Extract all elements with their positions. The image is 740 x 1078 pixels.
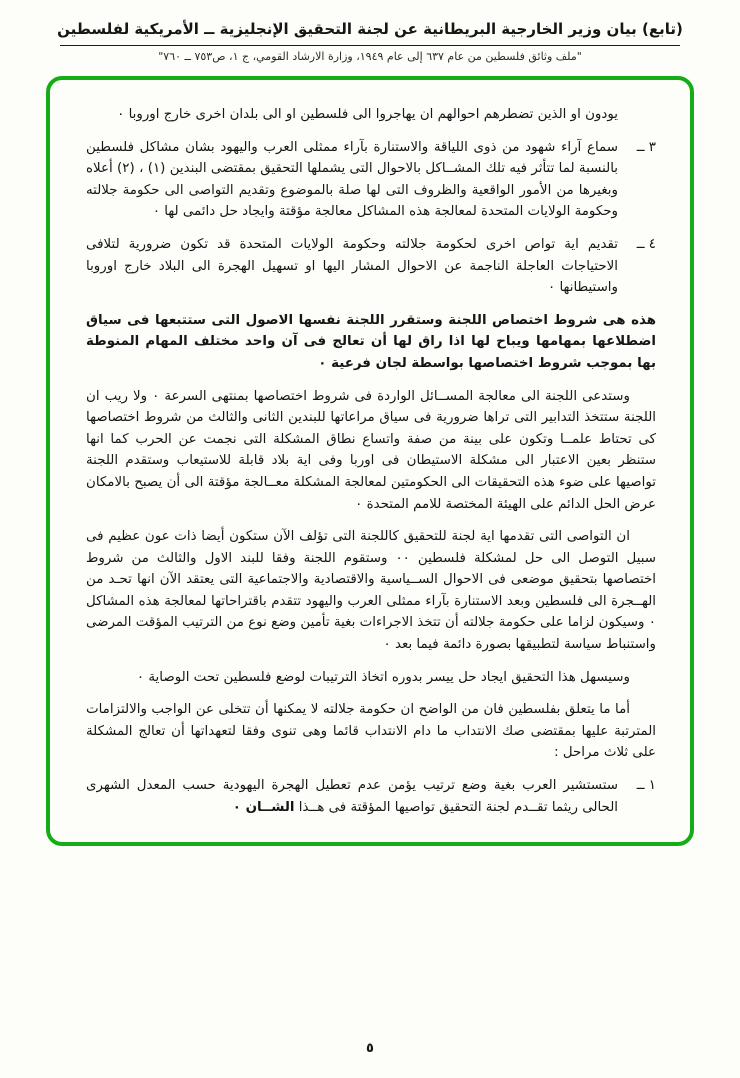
header-divider	[60, 45, 680, 46]
paragraph: ان التواصى التى تقدمها اية لجنة للتحقيق كاللجنة التى تؤلف الآن ستكون أيضا ذات عون عظيم فى سبيل التوصل الى حل لمشكلة فلسطين ٠٠ وستقوم اللجنة وفقا للبند الاول والثالث من شروط اختصاصها بتحقيق موضعى فى الاحوال الســياسية والاقتصادية والاجتماعية التى يعتقد الآن انها تحـد من الهــجرة الى فلسطين وبعد الاستنارة بآراء ممثلى العرب واليهود تتقدم باقتراحاتها لمعالجة هذه المشاكل ٠ وسيكون لزاما على حكومة جلالته أن تتخذ الاجراءات بغية تأمين وضع نوع من الترتيب المؤقت المرضى واستنباط سياسة لتطبيقها بصورة دائمة فيما بعد ٠	[86, 529, 656, 653]
item-number: ١ ــ	[636, 778, 656, 794]
paragraph-continuation: يودون او الذين تضطرهم احوالهم ان يهاجروا الى فلسطين او الى بلدان اخرى خارج اوروبا ٠	[117, 107, 618, 122]
document-title: (تابع) بيان وزير الخارجية البريطانية عن لجنة التحقيق الإنجليزية ــ الأمريكية لفلسطين	[57, 20, 683, 38]
paragraph-text: سماع آراء شهود من ذوى اللياقة والاستنارة بآراء ممثلى العرب واليهود بشان مشاكل فلسطين بالنسبة لما تتأثر فيه تلك المشــاكل بالاحوال التى يشملها التحقيق بمقتضى البندين (١) ، (٢) أعلاه وبغيرها من الأمور الواقعية والظروف التى لها صلة بالموضوع وتقديم التواصى الى حكومة جلالته وحكومة الولايات المتحدة لمعالجة هذه المشاكل معالجة مؤقتة وايجاد حل دائمى لها ٠	[86, 139, 618, 220]
document-header	[0, 0, 740, 63]
item-number: ٤ ــ	[636, 236, 656, 252]
paragraph: وستدعى اللجنة الى معالجة المســائل الواردة فى شروط اختصاصها بمنتهى السرعة ٠ ولا ريب ان اللجنة ستتخذ التدابير التى تراها ضرورية فى سياق مراعاتها للبندين الثانى والثالث من شروط اختصاصها كى تحتاط علمــا وتكون على بينة من صفة واتساع نطاق المشكلة التى نجمت عن الحرب كما انها ستنظر بعين الاعتبار الى مشكلة الاستيطان فى اوربا وفى اية بلاد قابلة للاستيعاب وستقدم اللجنة تواصيها على ضوء هذه التحقيقات الى الحكومتين لمعالجة المشكلة معــالجة مؤقتة الى أن يصبح بالامكان عرض الحل الدائم على الهيئة المختصة للامم المتحدة ٠	[86, 388, 656, 512]
document-source-citation: "ملف وثائق فلسطين من عام ٦٣٧ إلى عام ١٩٤٩، وزارة الارشاد القومي، ج ١، ص٧٥٣ ــ ٧٦٠"	[158, 50, 582, 63]
document-body-frame	[46, 76, 694, 846]
numbered-item-4	[86, 234, 656, 299]
paragraph-text	[86, 775, 618, 818]
numbered-item-3	[86, 137, 656, 223]
paragraph: وسيسهل هذا التحقيق ايجاد حل ييسر بدوره اتخاذ الترتيبات لوضع فلسطين تحت الوصاية ٠	[136, 669, 630, 685]
numbered-item-1	[86, 775, 656, 818]
paragraph: أما ما يتعلق بفلسطين فان من الواضح ان حكومة جلالته لا يمكنها أن تتخلى عن الواجب والالتزامات المترتبة عليها بمقتضى صك الانتداب ما دام الانتداب قائما وهى تنوى وفقا لتعهداتها أن تعالج المشكلة على ثلاث مراحل :	[86, 702, 656, 761]
page-number: ٥	[366, 1041, 374, 1056]
paragraph: هذه هى شروط اختصاص اللجنة وستقرر اللجنة نفسها الاصول التى ستتبعها فى سياق اضطلاعها بمهامها ويباح لها اذا راق لها أن تعالج فى آن واحد مختلف المهام المنوطة بها بموجب شروط اختصاصها بواسطة لجان فرعية ٠	[86, 312, 656, 371]
paragraph-text: تقديم اية تواص اخرى لحكومة جلالته وحكومة الولايات المتحدة قد تكون ضرورية لتلافى الاحتياجات العاجلة الناجمة عن الاحوال المشار اليها او تسهيل الهجرة الى البلاد خارج اوروبا واستيطانها ٠	[86, 236, 618, 296]
item-number: ٣ ــ	[636, 139, 656, 155]
paragraph-text-bold-tail: الشــان ٠	[232, 799, 295, 815]
paragraph-text-main: ستستشير العرب بغية وضع ترتيب يؤمن عدم تعطيل الهجرة اليهودية حسب المعدل الشهرى الحالى ريثما تقــدم لجنة التحقيق تواصيها المؤقتة فى هــذا	[86, 778, 618, 815]
